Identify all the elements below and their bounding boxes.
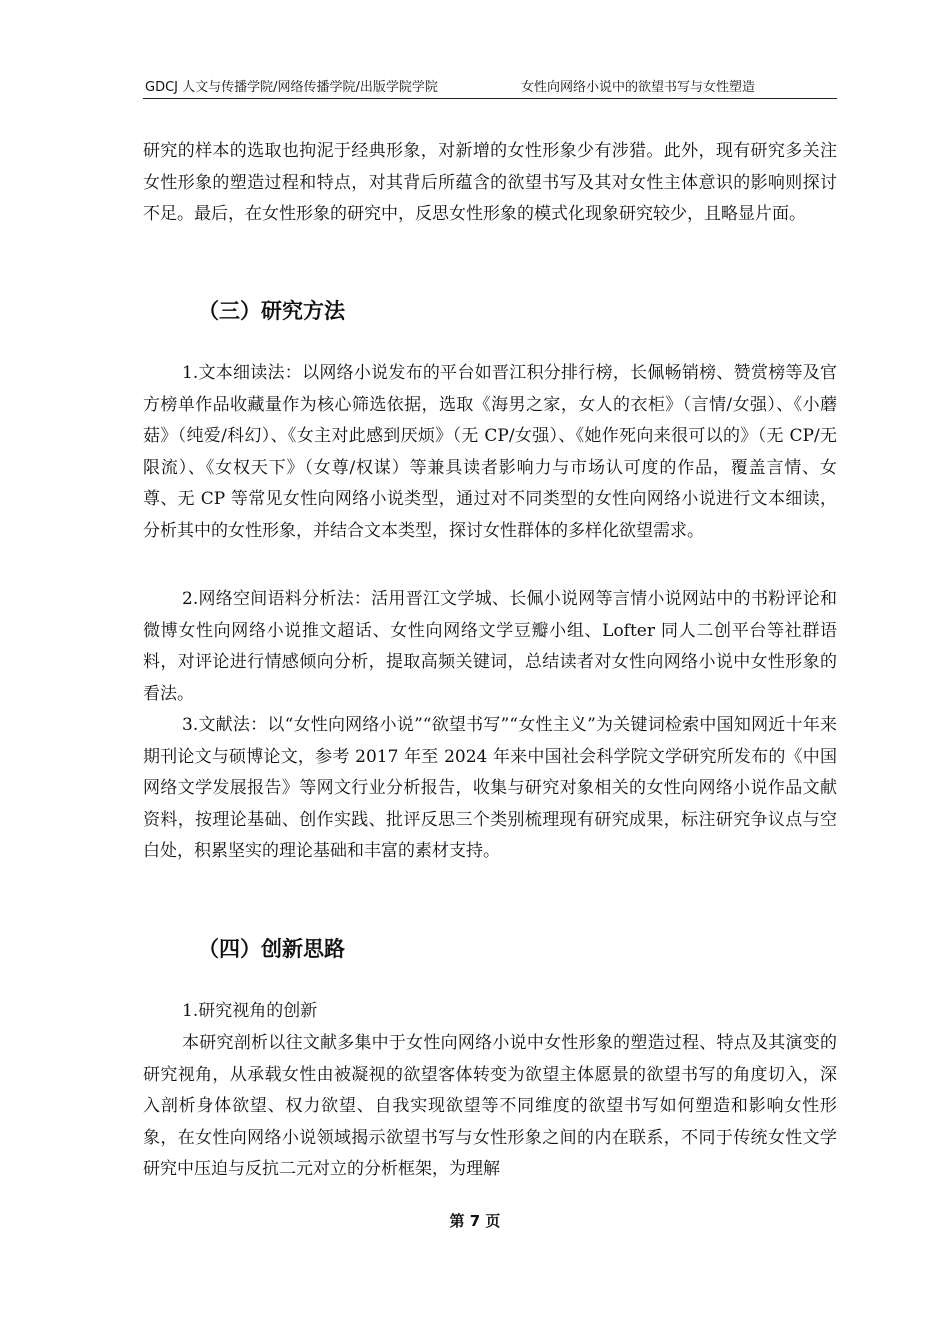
intro-paragraph: 研究的样本的选取也拘泥于经典形象，对新增的女性形象少有涉猎。此外，现有研究多关注女性形象的塑造过程和特点，对其背后所蕴含的欲望书写及其对女性主体意识的影响则探讨不足。最后，在女性形象的研究中，反思女性形象的模式化现象研究较少，且略显片面。: [143, 141, 837, 224]
method-paragraph-corpus-analysis: 2.网络空间语料分析法：活用晋江文学城、长佩小说网等言情小说网站中的书粉评论和微博女性向网络小说推文超话、女性向网络文学豆瓣小组、Lofter 同人二创平台等社群语料，对评论进行情感倾向分析，提取高频关键词，总结读者对女性向网络小说中女性形象的看法。: [143, 589, 837, 704]
method-paragraph-close-reading: 1.文本细读法：以网络小说发布的平台如晋江积分排行榜，长佩畅销榜、赞赏榜等及官方榜单作品收藏量作为核心筛选依据，选取《海男之家，女人的衣柜》（言情/女强）、《小蘑菇》（纯爱/科幻）、《女主对此感到厌烦》（无 CP/女强）、《她作死向来很可以的》（无 CP/无限流）、《女权天下》（女尊/权谋）等兼具读者影响力与市场认可度的作品，覆盖言情、女尊、无 CP 等常见女性向网络小说类型，通过对不同类型的女性向网络小说进行文本细读，分析其中的女性形象，并结合文本类型，探讨女性群体的多样化欲望需求。: [143, 363, 837, 541]
page-header: [143, 78, 837, 99]
innovation-paragraph: 本研究剖析以往文献多集中于女性向网络小说中女性形象的塑造过程、特点及其演变的研究视角，从承载女性由被凝视的欲望客体转变为欲望主体愿景的欲望书写的角度切入，深入剖析身体欲望、权力欲望、自我实现欲望等不同维度的欲望书写如何塑造和影响女性形象，在女性向网络小说领域揭示欲望书写与女性形象之间的内在联系，不同于传统女性文学研究中压迫与反抗二元对立的分析框架，为理解: [143, 1033, 837, 1179]
section-heading-methods: （三）研究方法: [198, 299, 345, 323]
header-institution: GDCJ 人文与传播学院/网络传播学院/出版学院学院: [145, 80, 438, 95]
page-number: 第 7 页: [449, 1212, 501, 1230]
innovation-subtitle: 1.研究视角的创新: [182, 1001, 318, 1021]
method-paragraph-literature: 3.文献法：以“女性向网络小说”“欲望书写”“女性主义”为关键词检索中国知网近十年来期刊论文与硕博论文，参考 2017 年至 2024 年来中国社会科学院文学研究所发布的《中国网络文学发展报告》等网文行业分析报告，收集与研究对象相关的女性向网络小说作品文献资料，按理论基础、创作实践、批评反思三个类别梳理现有研究成果，标注研究争议点与空白处，积累坚实的理论基础和丰富的素材支持。: [143, 715, 837, 861]
section-heading-innovation: （四）创新思路: [198, 937, 345, 961]
header-paper-title: 女性向网络小说中的欲望书写与女性塑造: [521, 80, 756, 95]
